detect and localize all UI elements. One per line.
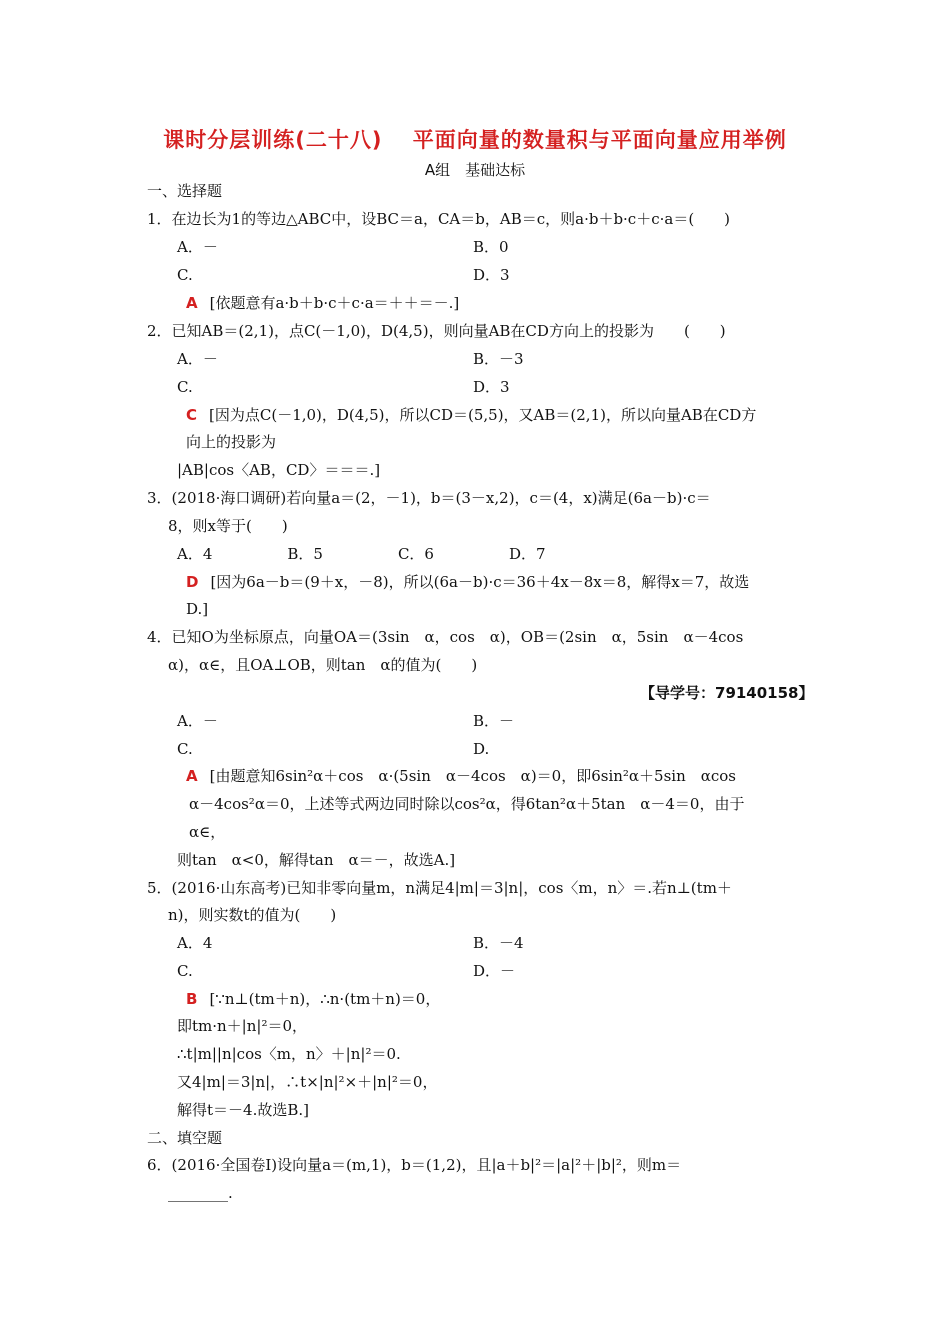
group-heading: A组 基础达标	[424, 161, 526, 179]
q2-option-d: D．3	[473, 378, 510, 396]
q4-explanation-line3: α∈，	[189, 823, 226, 841]
q4-explanation-line4: 则tan α<0，解得tan α＝－，故选A.]	[177, 851, 456, 869]
q3-stem-line2: 8，则x等于( )	[168, 517, 288, 535]
q4-answer-letter: A	[186, 767, 198, 785]
q5-explanation-line1: [∵n⊥(tm＋n)，∴n·(tm＋n)＝0，	[209, 990, 441, 1008]
q1-explanation: [依题意有a·b＋b·c＋c·a＝＋＋＝－.]	[209, 294, 460, 312]
q5-answer-letter: B	[186, 990, 198, 1008]
q4-stem-line1: 4．已知O为坐标原点，向量OA＝(3sin α，cos α)，OB＝(2sin α，5sin α－4cos	[147, 628, 744, 646]
q2-explanation-line1: [因为点C(－1,0)，D(4,5)，所以CD＝(5,5)，又AB＝(2,1)，所以向量AB在CD方	[209, 406, 757, 424]
q4-option-a: A．－	[177, 712, 218, 730]
q1-option-b: B．0	[473, 238, 509, 256]
q1-option-d: D．3	[473, 266, 510, 284]
q5-explanation-line5: 解得t＝－4.故选B.]	[177, 1101, 309, 1119]
q3-answer-letter: D	[186, 573, 199, 591]
q3-stem-line1: 3．(2018·海口调研)若向量a＝(2，－1)，b＝(3－x,2)，c＝(4，x)满足(6a－b)·c＝	[147, 489, 711, 507]
q1-stem: 1．在边长为1的等边△ABC中，设BC＝a，CA＝b，AB＝c，则a·b＋b·c＋c·a＝( )	[147, 210, 731, 228]
q4-explanation-line2: α－4cos²α＝0，上述等式两边同时除以cos²α，得6tan²α＋5tan α－4＝0，由于	[189, 795, 745, 813]
q2-stem: 2．已知AB＝(2,1)，点C(－1,0)，D(4,5)，则向量AB在CD方向上的投影为 ( )	[147, 322, 726, 340]
section-heading-fill: 二、填空题	[147, 1129, 223, 1147]
q4-option-b: B．－	[473, 712, 515, 730]
q2-option-a: A．－	[177, 350, 218, 368]
q5-option-c: C.	[177, 962, 193, 980]
q4-explanation-line1: [由题意知6sin²α＋cos α·(5sin α－4cos α)＝0，即6sin²α＋5sin αcos	[209, 767, 737, 785]
q5-explanation-line4: 又4|m|＝3|n|，∴t×|n|²×＋|n|²＝0，	[177, 1073, 438, 1091]
q3-explanation-line1: [因为6a－b＝(9＋x，－8)，所以(6a－b)·c＝36＋4x－8x＝8，解得x＝7，故选	[210, 573, 750, 591]
q2-explanation-line3: |AB|cos〈AB，CD〉＝＝＝.]	[177, 461, 381, 479]
q2-explanation-line2: 向上的投影为	[186, 433, 277, 451]
q6-stem-line1: 6．(2016·全国卷Ⅰ)设向量a＝(m,1)，b＝(1,2)，且|a＋b|²＝|a|²＋|b|²，则m＝	[147, 1156, 682, 1174]
q4-answer-row	[186, 766, 736, 786]
q5-explanation-line3: ∴t|m||n|cos〈m，n〉＋|n|²＝0.	[177, 1045, 401, 1063]
q4-option-d: D.	[473, 740, 490, 758]
q5-stem-line2: n)，则实数t的值为( )	[168, 906, 337, 924]
q2-answer-row	[186, 405, 756, 425]
q4-stem-line2: α)，α∈，且OA⊥OB，则tan α的值为( )	[168, 656, 478, 674]
q5-answer-row	[186, 989, 440, 1009]
section-heading-choice: 一、选择题	[147, 182, 223, 200]
q5-option-a: A．4	[177, 934, 213, 952]
page-title: 课时分层训练(二十八) 平面向量的数量积与平面向量应用举例	[163, 128, 787, 152]
q5-explanation-line2: 即tm·n＋|n|²＝0，	[177, 1017, 308, 1035]
q2-option-c: C.	[177, 378, 193, 396]
q1-option-a: A．－	[177, 238, 218, 256]
q3-answer-row	[186, 572, 749, 592]
q6-answer-blank: ________.	[168, 1184, 233, 1202]
q5-option-b: B．－4	[473, 934, 524, 952]
q4-reference-number: 【导学号：79140158】	[640, 684, 814, 702]
q3-options: A．4 B．5 C．6 D．7	[177, 545, 546, 563]
q1-answer-row	[186, 293, 459, 313]
q5-stem-line1: 5．(2016·山东高考)已知非零向量m，n满足4|m|＝3|n|，cos〈m，n〉＝.若n⊥(tm＋	[147, 879, 732, 897]
q5-option-d: D．－	[473, 962, 516, 980]
q3-explanation-line2: D.]	[186, 600, 209, 618]
q2-option-b: B．－3	[473, 350, 524, 368]
q4-option-c: C.	[177, 740, 193, 758]
q1-answer-letter: A	[186, 294, 198, 312]
q1-option-c: C.	[177, 266, 193, 284]
q2-answer-letter: C	[186, 406, 198, 424]
